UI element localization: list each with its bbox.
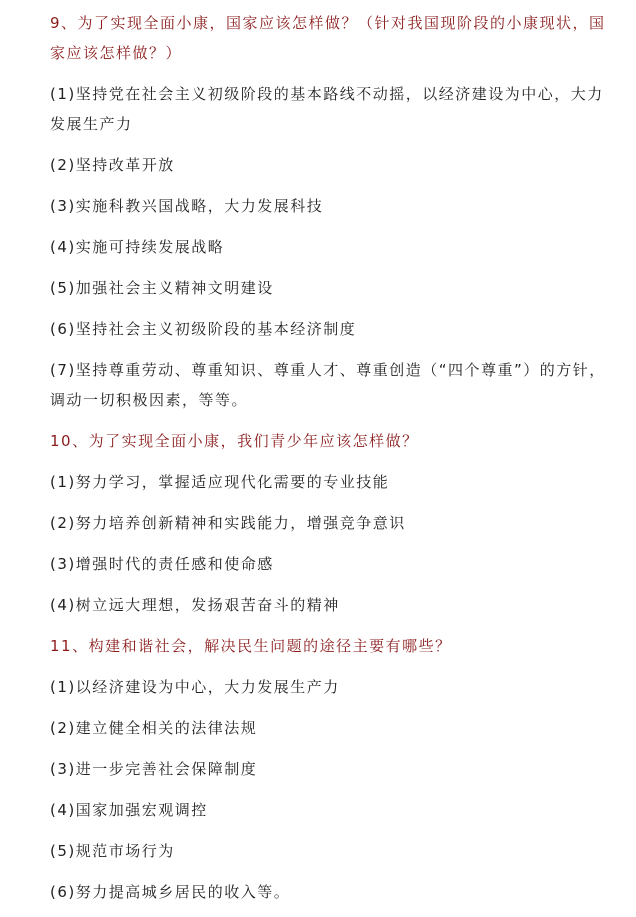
- answer-item: (3)增强时代的责任感和使命感: [50, 555, 274, 573]
- question-10: 10、为了实现全面小康，我们青少年应该怎样做？: [50, 432, 419, 450]
- answer-item: (4)树立远大理想，发扬艰苦奋斗的精神: [50, 596, 340, 614]
- answer-item: (3)进一步完善社会保障制度: [50, 760, 258, 778]
- answer-item: (4)实施可持续发展战略: [50, 238, 225, 256]
- answer-item: (1)以经济建设为中心，大力发展生产力: [50, 678, 340, 696]
- answer-item: (6)坚持社会主义初级阶段的基本经济制度: [50, 320, 357, 338]
- answer-item: (2)坚持改革开放: [50, 156, 175, 174]
- answer-item: (5)加强社会主义精神文明建设: [50, 279, 274, 297]
- answer-item: (2)努力培养创新精神和实践能力，增强竞争意识: [50, 514, 406, 532]
- question-11: 11、构建和谐社会，解决民生问题的途径主要有哪些？: [50, 637, 452, 655]
- answer-item: (3)实施科教兴国战略，大力发展科技: [50, 197, 324, 215]
- answer-item: (5)规范市场行为: [50, 842, 175, 860]
- answer-item: (4)国家加强宏观调控: [50, 801, 208, 819]
- answer-item: (7)坚持尊重劳动、尊重知识、尊重人才、尊重创造（“四个尊重”）的方针，调动一切积极因素，等等。: [50, 361, 606, 409]
- answer-item: (1)坚持党在社会主义初级阶段的基本路线不动摇，以经济建设为中心，大力发展生产力: [50, 85, 604, 133]
- question-9: 9、为了实现全面小康，国家应该怎样做？（针对我国现阶段的小康现状，国家应该怎样做？）: [50, 14, 606, 62]
- answer-item: (2)建立健全相关的法律法规: [50, 719, 258, 737]
- answer-item: (6)努力提高城乡居民的收入等。: [50, 883, 291, 901]
- answer-item: (1)努力学习，掌握适应现代化需要的专业技能: [50, 473, 390, 491]
